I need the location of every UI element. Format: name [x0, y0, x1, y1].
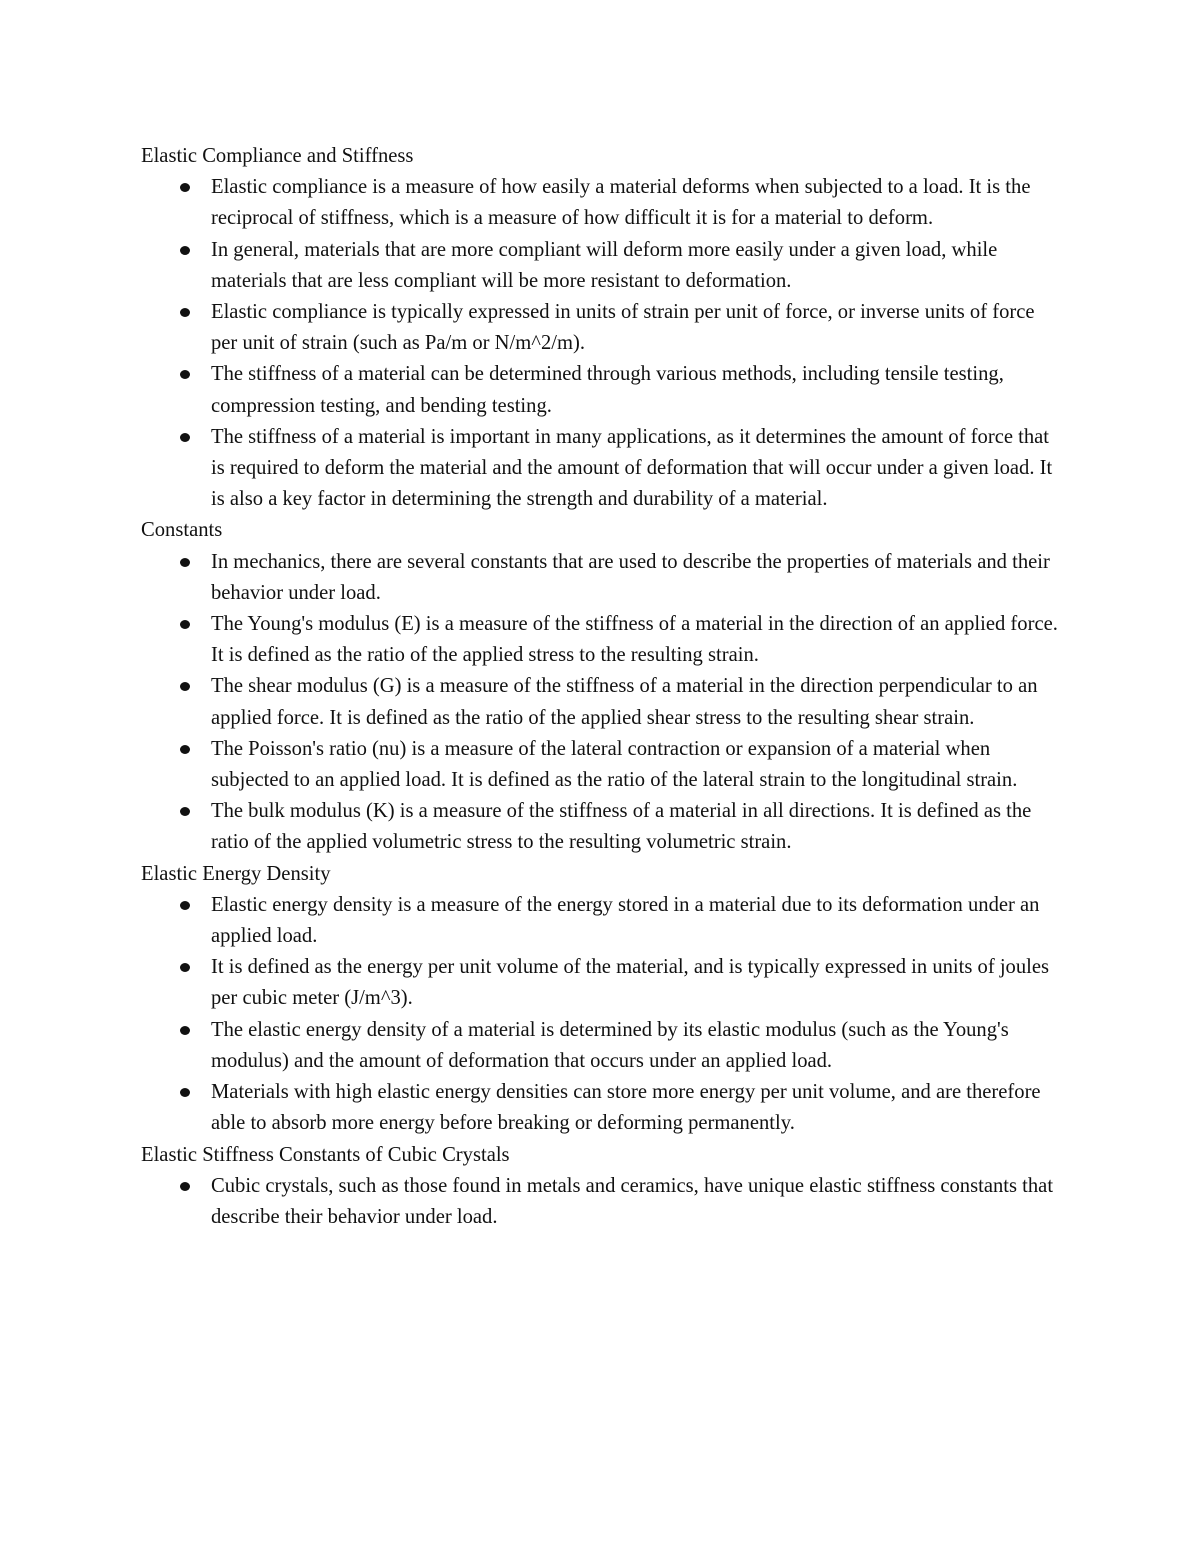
bullet-icon: [180, 1182, 190, 1191]
section-title: Elastic Compliance and Stiffness: [141, 145, 414, 167]
bullet-icon: [180, 183, 190, 192]
list-item-text: Elastic compliance is a measure of how easily a material deforms when subjected to a load. It is the reciprocal of stiffness, which is a measure of how difficult it is for a material to deform.: [211, 176, 1031, 230]
list-item: [211, 796, 1061, 858]
list-item: [211, 172, 1061, 234]
list-item-text: Elastic energy density is a measure of the energy stored in a material due to its deformation under an applied load.: [211, 893, 1040, 948]
section-constants: [141, 515, 1061, 858]
list-item: [211, 1077, 1061, 1139]
list-item-text: The Poisson's ratio (nu) is a measure of the lateral contraction or expansion of a material when subjected to an applied load. It is defined as the ratio of the lateral strain to the longitudinal strain.: [211, 737, 1018, 792]
list-item: [211, 359, 1061, 421]
bullet-icon: [180, 308, 190, 317]
bullet-icon: [180, 620, 190, 629]
list-item-text: Materials with high elastic energy densities can store more energy per unit volume, and are therefore able to absorb more energy before breaking or deforming permanently.: [211, 1081, 1041, 1135]
list-item-text: Cubic crystals, such as those found in metals and ceramics, have unique elastic stiffness constants that describe their behavior under load.: [211, 1174, 1054, 1228]
bullet-list: [141, 890, 1061, 1140]
bullet-icon: [180, 963, 190, 972]
list-item: [211, 547, 1061, 609]
bullet-icon: [180, 246, 190, 255]
section-title: Constants: [141, 519, 223, 542]
list-item-text: The elastic energy density of a material is determined by its elastic modulus (such as the Young's modulus) and the amount of deformation that occurs under an applied load.: [211, 1018, 1009, 1072]
list-item: [211, 422, 1061, 516]
bullet-icon: [180, 682, 190, 691]
list-item-text: In mechanics, there are several constants that are used to describe the properties of materials and their behavior under load.: [211, 550, 1050, 604]
bullet-icon: [180, 370, 190, 379]
list-item-text: It is defined as the energy per unit volume of the material, and is typically expressed in units of joules per cubic meter (J/m^3).: [211, 956, 1050, 1010]
list-item: [211, 952, 1061, 1014]
section-title: Elastic Energy Density: [141, 862, 331, 885]
bullet-list: [141, 1171, 1061, 1233]
section-title: Elastic Stiffness Constants of Cubic Crystals: [141, 1143, 510, 1166]
list-item-text: The bulk modulus (K) is a measure of the stiffness of a material in all directions. It is defined as the ratio of the applied volumetric stress to the resulting volumetric strain.: [211, 800, 1032, 854]
document-page: [141, 141, 1061, 1233]
bullet-icon: [180, 1026, 190, 1035]
list-item: [211, 890, 1061, 952]
list-item: [211, 1171, 1061, 1233]
bullet-icon: [180, 558, 190, 567]
bullet-icon: [180, 433, 190, 442]
list-item-text: The stiffness of a material is important in many applications, as it determines the amount of force that is required to deform the material and the amount of deformation that will occur under a given load. It is also a key factor in determining the strength and durability of a material.: [211, 425, 1053, 511]
section-elastic-energy-density: [141, 859, 1061, 1140]
list-item: [211, 235, 1061, 297]
list-item: [211, 1015, 1061, 1077]
bullet-icon: [180, 807, 190, 816]
list-item-text: The Young's modulus (E) is a measure of the stiffness of a material in the direction of an applied force. It is defined as the ratio of the applied stress to the resulting strain.: [211, 613, 1058, 667]
section-cubic-crystals: [141, 1140, 1061, 1234]
bullet-icon: [180, 1088, 190, 1097]
list-item-text: Elastic compliance is typically expressed in units of strain per unit of force, or inverse units of force per unit of strain (such as Pa/m or N/m^2/m).: [211, 301, 1035, 355]
section-elastic-compliance: [141, 141, 1061, 515]
bullet-list: [141, 547, 1061, 859]
list-item: [211, 609, 1061, 671]
list-item-text: In general, materials that are more compliant will deform more easily under a given load, while materials that are less compliant will be more resistant to deformation.: [211, 238, 998, 292]
bullet-icon: [180, 901, 190, 910]
list-item: [211, 671, 1061, 733]
list-item: [211, 297, 1061, 359]
list-item: [211, 734, 1061, 796]
list-item-text: The stiffness of a material can be determined through various methods, including tensile testing, compression testing, and bending testing.: [211, 363, 1004, 417]
bullet-icon: [180, 745, 190, 754]
list-item-text: The shear modulus (G) is a measure of the stiffness of a material in the direction perpendicular to an applied force. It is defined as the ratio of the applied shear stress to the resulting shear strain.: [211, 675, 1038, 729]
bullet-list: [141, 172, 1061, 515]
